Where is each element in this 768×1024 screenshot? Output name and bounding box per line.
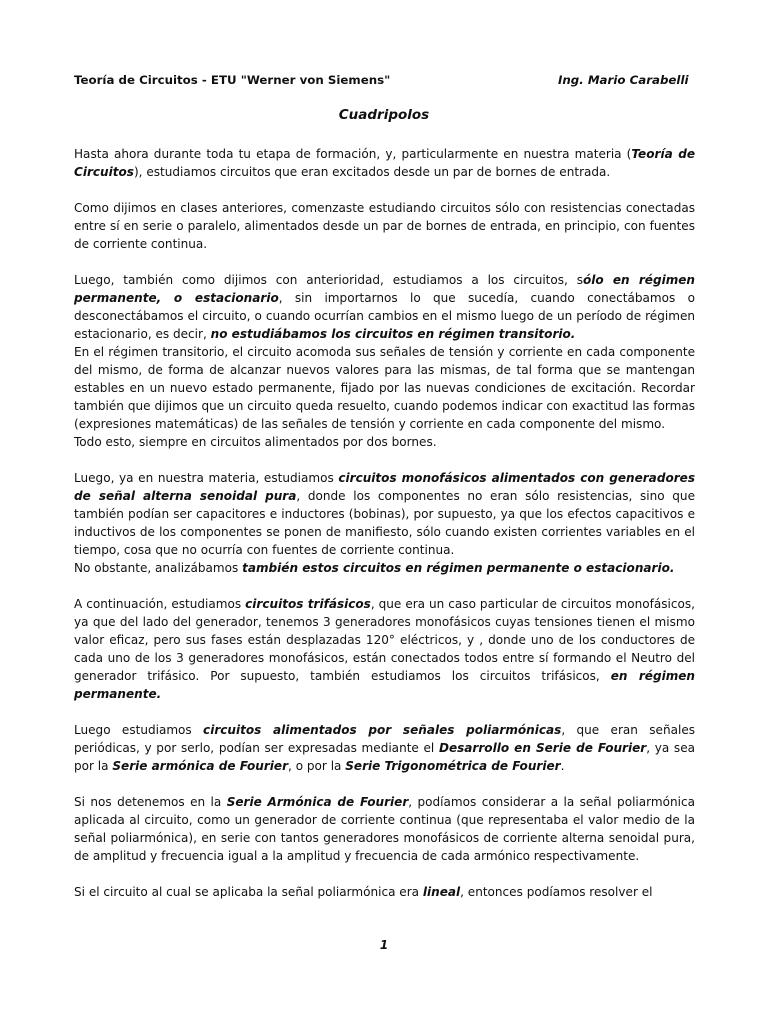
- paragraph-text: Hasta ahora durante toda tu etapa de formación, y, particularmente en nuestra materia (: [74, 147, 632, 161]
- document-title: Cuadripolos: [338, 107, 430, 123]
- emphasized-text: también estos circuitos en régimen permanente o estacionario.: [242, 561, 675, 575]
- paragraph-text: , entonces podíamos resolver el: [460, 885, 653, 899]
- paragraph: [74, 271, 695, 343]
- header-course-title: Teoría de Circuitos - ETU "Werner von Siemens": [74, 73, 391, 87]
- emphasized-text: en régimen permanente.: [74, 669, 696, 701]
- emphasized-text: no estudiábamos los circuitos en régimen transitorio.: [210, 327, 576, 341]
- paragraph: [74, 595, 695, 703]
- paragraph-text: Todo esto, siempre en circuitos alimentados por dos bornes.: [74, 435, 437, 449]
- emphasized-text: Serie Armónica de Fourier: [226, 795, 409, 809]
- paragraph-text: , o por la: [288, 759, 346, 773]
- paragraph-text: En el régimen transitorio, el circuito acomoda sus señales de tensión y corriente en cada componente del mismo, de forma de alcanzar nuevos valores para las mismas, de tal forma que se mantengan estables en un nuevo estado permanente, fijado por las nuevas condiciones de excitación. Recordar también que dijimos que un circuito queda resuelto, cuando podemos indicar con exactitud las formas (expresiones matemáticas) de las señales de tensión y corriente en cada componente del mismo.: [74, 345, 695, 431]
- document-body: [74, 145, 695, 901]
- emphasized-text: Serie Trigonométrica de Fourier: [345, 759, 561, 773]
- paragraph-text: , sin importarnos lo que sucedía, cuando conectábamos o desconectábamos el circuito, o cuando ocurrían cambios en el mismo luego de un período de régimen estacionario, es decir,: [74, 291, 695, 341]
- emphasized-text: circuitos alimentados por señales poliarmónicas: [203, 723, 562, 737]
- paragraph-text: No obstante, analizábamos: [74, 561, 243, 575]
- paragraph: [74, 793, 695, 865]
- paragraph: [74, 559, 695, 577]
- paragraph-text: , podíamos considerar a la señal poliarmónica aplicada al circuito, como un generador de corriente continua (que representaba el valor medio de la señal poliarmónica), en serie con tantos generadores monofásicos de corriente alterna senoidal pura, de amplitud y frecuencia igual a la amplitud y frecuencia de cada armónico respectivamente.: [74, 795, 695, 863]
- paragraph-text: Luego estudiamos: [74, 723, 204, 737]
- paragraph: [74, 343, 695, 433]
- emphasized-text: ólo en régimen permanente, o estacionario: [74, 273, 695, 305]
- page-header: [74, 71, 688, 89]
- paragraph-text: , que era un caso particular de circuitos monofásicos, ya que del lado del generador, tenemos 3 generadores monofásicos cuyas tensiones tienen el mismo valor eficaz, pero sus fases están desplazadas 120° eléctricos, y , donde uno de los conductores de cada uno de los 3 generadores monofásicos, están conectados todos entre sí formando el Neutro del generador trifásico. Por supuesto, también estudiamos los circuitos trifásicos,: [74, 597, 695, 683]
- paragraph-text: Si nos detenemos en la: [74, 795, 227, 809]
- paragraph: [74, 883, 695, 901]
- paragraph: [74, 469, 695, 559]
- paragraph-text: , donde los componentes no eran sólo resistencias, sino que también podían ser capacitores e inductores (bobinas), por supuesto, ya que los efectos capacitivos e inductivos de los componentes se ponen de manifiesto, sólo cuando existen corrientes variables en el tiempo, cosa que no ocurría con fuentes de corriente continua.: [74, 489, 695, 557]
- emphasized-text: lineal: [422, 885, 461, 899]
- paragraph: [74, 199, 695, 253]
- paragraph-text: Luego, también como dijimos con anterioridad, estudiamos a los circuitos, s: [74, 273, 583, 287]
- paragraph-text: , que eran señales periódicas, y por serlo, podían ser expresadas mediante el: [74, 723, 696, 755]
- paragraph: [74, 721, 695, 775]
- emphasized-text: Teoría de Circuitos: [74, 147, 695, 179]
- paragraph-text: Si el circuito al cual se aplicaba la señal poliarmónica era: [74, 885, 423, 899]
- paragraph-text: ), estudiamos circuitos que eran excitados desde un par de bornes de entrada.: [133, 165, 611, 179]
- paragraph-text: Como dijimos en clases anteriores, comenzaste estudiando circuitos sólo con resistencias conectadas entre sí en serie o paralelo, alimentados desde un par de bornes de entrada, en principio, con fuentes de corriente continua.: [74, 201, 695, 251]
- emphasized-text: Desarrollo en Serie de Fourier: [438, 741, 647, 755]
- header-author: Ing. Mario Carabelli: [558, 73, 689, 87]
- emphasized-text: circuitos trifásicos: [245, 597, 371, 611]
- paragraph-text: A continuación, estudiamos: [74, 597, 246, 611]
- paragraph: [74, 145, 695, 181]
- paragraph-text: Luego, ya en nuestra materia, estudiamos: [74, 471, 339, 485]
- emphasized-text: Serie armónica de Fourier: [112, 759, 289, 773]
- page-number: 1: [379, 938, 389, 952]
- paragraph-text: , ya sea por la: [74, 741, 695, 773]
- emphasized-text: circuitos monofásicos alimentados con generadores de señal alterna senoidal pura: [74, 471, 695, 503]
- paragraph: [74, 433, 695, 451]
- paragraph-text: .: [560, 759, 565, 773]
